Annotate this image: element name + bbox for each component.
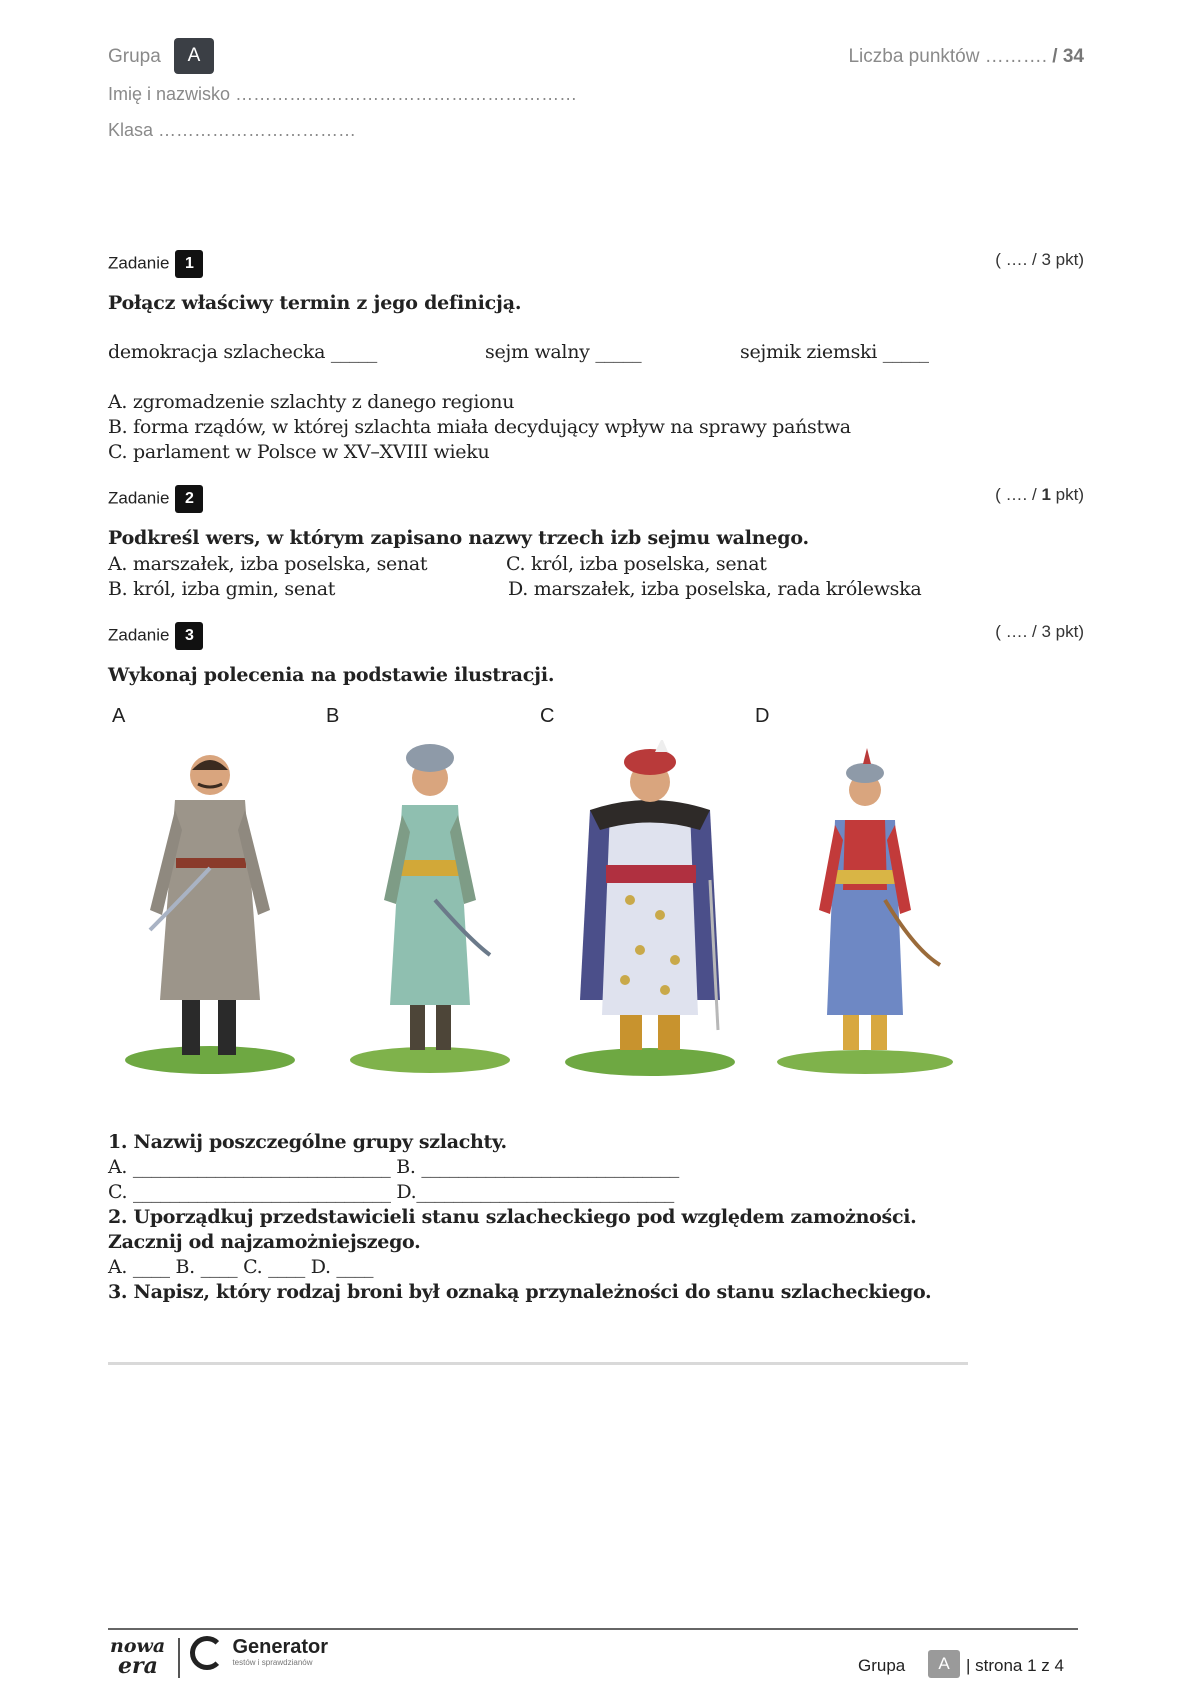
name-field[interactable] [108,84,577,105]
logo-separator [178,1638,180,1678]
task-2-label: Zadanie [108,488,170,508]
task-2-points-num: 1 [1041,485,1051,504]
figure-label-a: A [112,705,126,727]
grupa-badge: A [174,38,214,74]
task-3-title: Wykonaj polecenia na podstawie ilustracji. [108,664,555,686]
answer-line-cd[interactable]: C. ____________________________ D.____________________________ [108,1181,674,1203]
nobleman-figure-d [775,740,955,1080]
klasa-label: Klasa [108,120,154,140]
figure-label-b: B [326,705,340,727]
option-c[interactable]: C. król, izba poselska, senat [506,553,767,575]
task-1-title: Połącz właściwy termin z jego definicją. [108,292,522,314]
nowa-era-logo [110,1636,170,1680]
answer-line-ab[interactable]: A. ____________________________ B. ____________________________ [108,1156,679,1178]
task-3-line-1: 1. Nazwij poszczególne grupy szlachty. [108,1131,507,1153]
task-2-number: 2 [175,485,203,513]
task-3-line-3: 3. Napisz, który rodzaj broni był oznaką przynależności do stanu szlacheckiego. [108,1281,932,1303]
generator-g-icon [190,1636,224,1670]
definition-b: B. forma rządów, w której szlachta miała decydujący wpływ na sprawy państwa [108,416,851,438]
option-b[interactable]: B. król, izba gmin, senat [108,578,336,600]
figure-label-c: C [540,705,555,727]
figure-label-d: D [755,705,770,727]
task-3-number: 3 [175,622,203,650]
task-2-title: Podkreśl wers, w którym zapisano nazwy trzech izb sejmu walnego. [108,527,809,549]
task-1-header [108,250,203,278]
definition-a: A. zgromadzenie szlachty z danego regionu [108,391,515,413]
klasa-dots: …………………………… [158,120,357,140]
ordering-answer-line[interactable]: A. ____ B. ____ C. ____ D. ____ [108,1256,374,1278]
points-summary [848,46,1084,68]
definition-c: C. parlament w Polsce w XV–XVIII wieku [108,441,490,463]
option-d[interactable]: D. marszałek, izba poselska, rada królewska [508,578,922,600]
term-3: sejmik ziemski _____ [740,341,929,363]
term-2: sejm walny _____ [485,341,642,363]
answer-divider [108,1362,968,1365]
task-3-points: ( …. / 3 pkt) [995,622,1084,641]
name-dots: ………………………………………………… [235,84,578,104]
task-2-header [108,485,203,513]
task-2-points-post: pkt) [1055,485,1084,504]
magnate-figure-c [560,740,740,1080]
task-3-label: Zadanie [108,625,170,645]
task-1-number: 1 [175,250,203,278]
klasa-field[interactable] [108,120,356,141]
footer-rule [108,1628,1078,1630]
name-label: Imię i nazwisko [108,84,231,104]
generator-text: Generator [232,1636,329,1658]
task-3-line-2: 2. Uporządkuj przedstawicieli stanu szlacheckiego pod względem zamożności. [108,1206,917,1228]
generator-subtext: testów i sprawdzianów [232,1658,313,1667]
logo-nowa: nowa [110,1635,166,1657]
footer-grupa-badge: A [928,1650,960,1678]
nobleman-figure-a [120,740,300,1080]
points-total: / 34 [1052,46,1084,67]
task-1-label: Zadanie [108,253,170,273]
grupa-label: Grupa [108,46,161,67]
task-2-points-pre: ( …. / [995,485,1037,504]
generator-logo [190,1636,328,1670]
task-3-header [108,622,203,650]
task-3-line-2b: Zacznij od najzamożniejszego. [108,1231,421,1253]
nobleman-figure-b [340,740,520,1080]
task-2-points [995,485,1084,505]
task-1-points: ( …. / 3 pkt) [995,250,1084,269]
option-a[interactable]: A. marszałek, izba poselska, senat [108,553,428,575]
term-1: demokracja szlachecka _____ [108,341,377,363]
footer-grupa-label: Grupa [858,1656,906,1675]
points-label: Liczba punktów ………. [848,46,1048,67]
page-number: | strona 1 z 4 [966,1656,1064,1675]
logo-era: era [118,1653,158,1679]
